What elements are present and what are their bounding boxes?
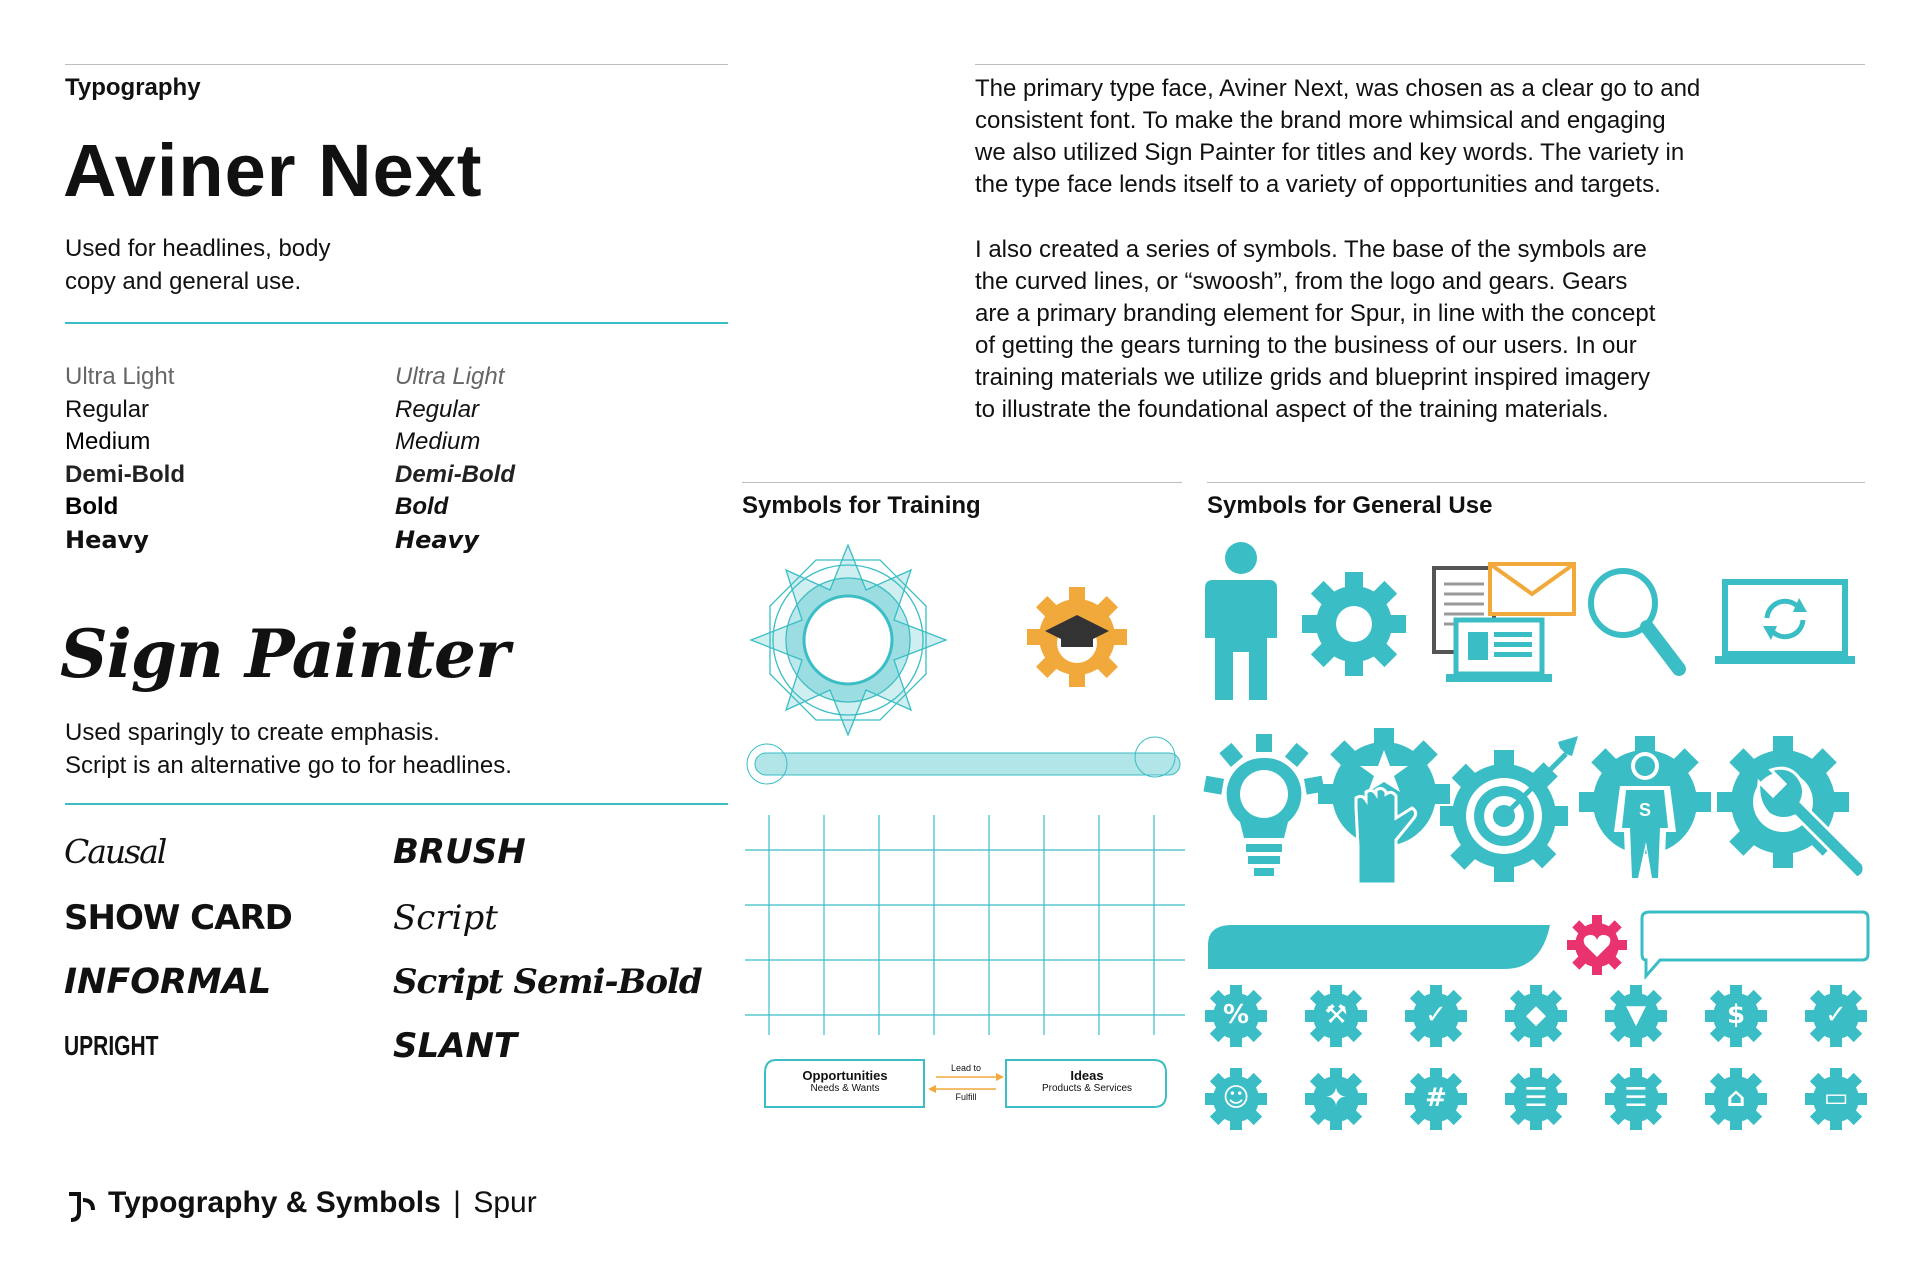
flow-right-box: [1007, 1069, 1167, 1095]
graduation-gear-icon: [1025, 585, 1129, 689]
flow-left-sub: Needs & Wants: [810, 1083, 880, 1094]
superhero-gear-icon: [1580, 732, 1710, 884]
small-gear-bank-icon: ⌂: [1705, 1068, 1767, 1130]
flow-right-sub: Products & Services: [1041, 1083, 1133, 1094]
description-paragraph-2: I also created a series of symbols. The base of the symbols are the curved lines, or “swoosh”, from the logo and gears. Gears are a primary branding element for Spur, in line with the concept of getting the gears turning to the business of our users. In our training materials we utilize grids and blueprint inspired imagery to illustrate the foundational aspect of the training materials.: [975, 236, 1656, 423]
wrench-gear-icon: [1715, 732, 1875, 884]
speech-bubble-icon: [1640, 910, 1870, 978]
documents-mail-icon: [1432, 562, 1576, 686]
style-script-semi-bold: Script Semi-Bold: [393, 962, 702, 1002]
flow-arrow-bottom-label: Fulfill: [955, 1092, 977, 1102]
person-icon: [1205, 540, 1277, 705]
small-gear-percent-icon: %: [1205, 985, 1267, 1047]
italic-bold: Bold: [395, 493, 449, 520]
footer-separator: |: [453, 1186, 461, 1219]
flow-right-title: Ideas: [1070, 1068, 1104, 1083]
blueprint-grid-icon: [745, 815, 1185, 1035]
weight-medium: Medium: [65, 428, 151, 455]
lightbulb-gear-icon: [1208, 734, 1320, 884]
laptop-sync-icon: [1715, 578, 1855, 668]
small-gear-check-icon: ✓: [1405, 985, 1467, 1047]
small-gear-tools-icon: ⚒: [1305, 985, 1367, 1047]
italic-heavy: Heavy: [395, 525, 479, 554]
training-symbols-label: Symbols for Training: [742, 492, 981, 519]
style-slant: SLANT: [393, 1026, 518, 1066]
weight-regular: Regular: [65, 395, 150, 423]
top-left-rule: [65, 64, 728, 65]
style-causal: Causal: [64, 832, 166, 871]
small-gear-grid: [1205, 985, 1875, 1140]
small-gear-share-icon: ✦: [1305, 1068, 1367, 1130]
style-script: Script: [393, 898, 498, 938]
general-symbols-label: Symbols for General Use: [1207, 492, 1493, 519]
spur-logo-icon: [65, 1190, 97, 1224]
style-informal: INFORMAL: [64, 962, 272, 1002]
gear-icon: [1302, 572, 1406, 676]
style-show-card: SHOW CARD: [64, 898, 292, 938]
typography-section-label: Typography: [65, 74, 201, 101]
svg-text:S: S: [1638, 800, 1652, 820]
italic-regular: Regular: [395, 395, 480, 423]
training-rule: [742, 482, 1182, 483]
weights-list: [65, 361, 185, 556]
flow-left-box: [765, 1069, 925, 1095]
weight-heavy: Heavy: [65, 525, 149, 554]
small-gear-chat-icon: ☰: [1605, 1068, 1667, 1130]
italic-medium: Medium: [395, 428, 481, 455]
script-font-name: Sign Painter: [60, 615, 509, 693]
footer: [108, 1186, 537, 1220]
magnifier-icon: [1585, 565, 1685, 677]
construction-sun-icon: [746, 540, 951, 740]
hand-star-gear-icon: [1322, 728, 1446, 884]
style-upright: UPRIGHT: [64, 1030, 159, 1061]
small-gear-hashtag-icon: #: [1405, 1068, 1467, 1130]
swoosh-bar-icon: [745, 735, 1185, 785]
top-right-rule: [975, 64, 1865, 65]
weight-bold: Bold: [65, 493, 119, 520]
weight-ultra-light: Ultra Light: [65, 363, 175, 390]
flow-arrow-top-label: Lead to: [950, 1063, 982, 1073]
description-paragraph-1: The primary type face, Aviner Next, was chosen as a clear go to and consistent font. To make the brand more whimsical and engaging we also utilized Sign Painter for titles and key words. The variety in the type face lends itself to a variety of opportunities and targets.: [975, 75, 1701, 198]
weight-demi-bold: Demi-Bold: [65, 460, 185, 488]
italic-demi-bold: Demi-Bold: [395, 460, 515, 488]
footer-title: Typography & Symbols: [108, 1186, 441, 1219]
primary-font-name: Aviner Next: [63, 129, 483, 212]
small-gear-person-icon: ☺: [1205, 1068, 1267, 1130]
teal-divider-2: [65, 803, 728, 805]
small-gear-double-check-icon: ✓: [1805, 985, 1867, 1047]
small-gear-dollar-icon: $: [1705, 985, 1767, 1047]
footer-brand: Spur: [473, 1186, 537, 1219]
italic-weights-list: [395, 361, 515, 556]
general-rule: [1207, 482, 1865, 483]
italic-ultra-light: Ultra Light: [395, 363, 505, 390]
primary-font-description: Used for headlines, body copy and general use.: [65, 235, 331, 295]
small-gear-trophy-icon: ▼: [1605, 985, 1667, 1047]
flow-left-title: Opportunities: [802, 1068, 888, 1083]
swoosh-banner-icon: [1208, 925, 1550, 969]
style-brush: BRUSH: [393, 832, 526, 872]
heart-gear-icon: [1567, 915, 1627, 975]
small-gear-laptop-icon: ▭: [1805, 1068, 1867, 1130]
small-gear-notes-icon: ☰: [1505, 1068, 1567, 1130]
target-gear-icon: [1440, 732, 1580, 884]
script-font-description: Used sparingly to create emphasis. Script is an alternative go to for headlines.: [65, 719, 512, 779]
teal-divider-1: [65, 322, 728, 324]
small-gear-map-icon: ◆: [1505, 985, 1567, 1047]
